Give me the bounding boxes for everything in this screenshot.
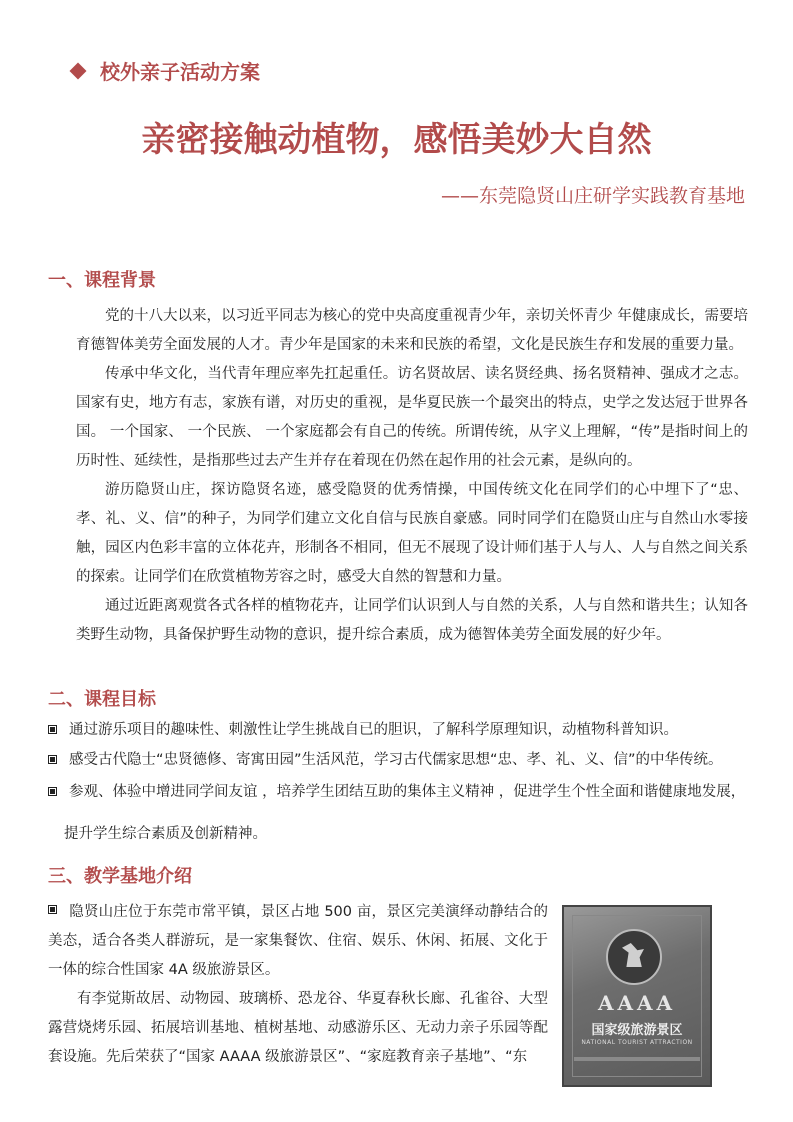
goal-item: [48, 718, 754, 739]
goal-text: 通过游乐项目的趣味性、刺激性让学生挑战自已的胆识，了解科学原理知识，动植物科普知识。: [69, 722, 678, 738]
goal-text: 参观、体验中增进同学间友谊 ，培养学生团结互助的集体主义精神 ，促进学生个性全面和谐健康地发展，: [69, 784, 746, 800]
base-paragraph-2: 有李觉斯故居、动物园、玻璃桥、恐龙谷、华夏春秋长廊、孔雀谷、大型露营烧烤乐园、拓展培训基地、植树基地、动感游乐区、无动力亲子乐园等配套设施。先后荣获了“国家 AAAA 级旅游景区”、“家庭教育亲子基地”、“东: [48, 991, 548, 1065]
horse-emblem-icon: [606, 929, 662, 985]
square-bullet-icon: [48, 905, 57, 914]
square-bullet-icon: [48, 725, 57, 734]
section-heading-goals: 二、课程目标: [48, 689, 156, 710]
document-label: [72, 56, 260, 85]
plaque-grade: AAAA: [597, 991, 677, 1015]
background-paragraph-3: 游历隐贤山庄，探访隐贤名迹，感受隐贤的优秀情操，中国传统文化在同学们的心中埋下了“忠、孝、礼、义、信”的种子，为同学们建立文化自信与民族自豪感。同时同学们在隐贤山庄与自然山水零接触，园区内色彩丰富的立体花卉，形制各不相同，但无不展现了设计师们基于人与人、人与自然之间关系的探索。让同学们在欣赏植物芳容之时，感受大自然的智慧和力量。: [76, 482, 748, 585]
goal-item: [48, 780, 754, 801]
goal-item: [48, 748, 754, 769]
square-bullet-icon: [48, 755, 57, 764]
background-body: [76, 302, 748, 650]
goal-text: 感受古代隐士“忠贤德修、寄寓田园”生活风范，学习古代儒家思想“忠、孝、礼、义、信”的中华传统。: [69, 752, 723, 768]
plaque-footer-line: [574, 1057, 700, 1061]
plaque-english-title: NATIONAL TOURIST ATTRACTION: [581, 1039, 693, 1046]
plaque-chinese-title: 国家级旅游景区: [591, 1023, 683, 1038]
background-paragraph-4: 通过近距离观赏各式各样的植物花卉，让同学们认识到人与自然的关系，人与自然和谐共生；认知各类野生动物，具备保护野生动物的意识，提升综合素质，成为德智体美劳全面发展的好少年。: [76, 598, 748, 643]
aaaa-certificate-plaque: [562, 905, 712, 1087]
section-heading-base: 三、教学基地介绍: [48, 866, 192, 887]
square-bullet-icon: [48, 787, 57, 796]
background-paragraph-2: 传承中华文化，当代青年理应率先扛起重任。访名贤故居、读名贤经典、扬名贤精神、强成才之志。国家有史，地方有志，家族有谱，对历史的重视，是华夏民族一个最突出的特点，史学之发达冠于世界各国。 一个国家、 一个民族、 一个家庭都会有自己的传统。所谓传统，从字义上理解，“传”是指时间上的历时性、延续性，是指那些过去产生并存在着现在仍然在起作用的社会元素，是纵向的。: [76, 366, 748, 469]
document-title: 亲密接触动植物，感悟美妙大自然: [141, 120, 652, 160]
background-paragraph-1: 党的十八大以来，以习近平同志为核心的党中央高度重视青少年，亲切关怀青少 年健康成长，需要培育德智体美劳全面发展的人才。青少年是国家的未来和民族的希望，文化是民族生存和发展的重要力量。: [76, 308, 748, 353]
goal-continuation: 提升学生综合素质及创新精神。: [64, 826, 267, 842]
document-subtitle: ——东莞隐贤山庄研学实践教育基地: [440, 185, 745, 207]
base-paragraph-1: 隐贤山庄位于东莞市常平镇，景区占地 500 亩，景区完美演绎动静结合的美态，适合各类人群游玩，是一家集餐饮、住宿、娱乐、休闲、拓展、文化于一体的综合性国家 4A 级旅游景区。: [48, 904, 548, 978]
base-body: [48, 898, 548, 1072]
label-text: 校外亲子活动方案: [100, 60, 260, 84]
diamond-icon: [70, 62, 87, 79]
section-heading-background: 一、课程背景: [48, 270, 156, 291]
